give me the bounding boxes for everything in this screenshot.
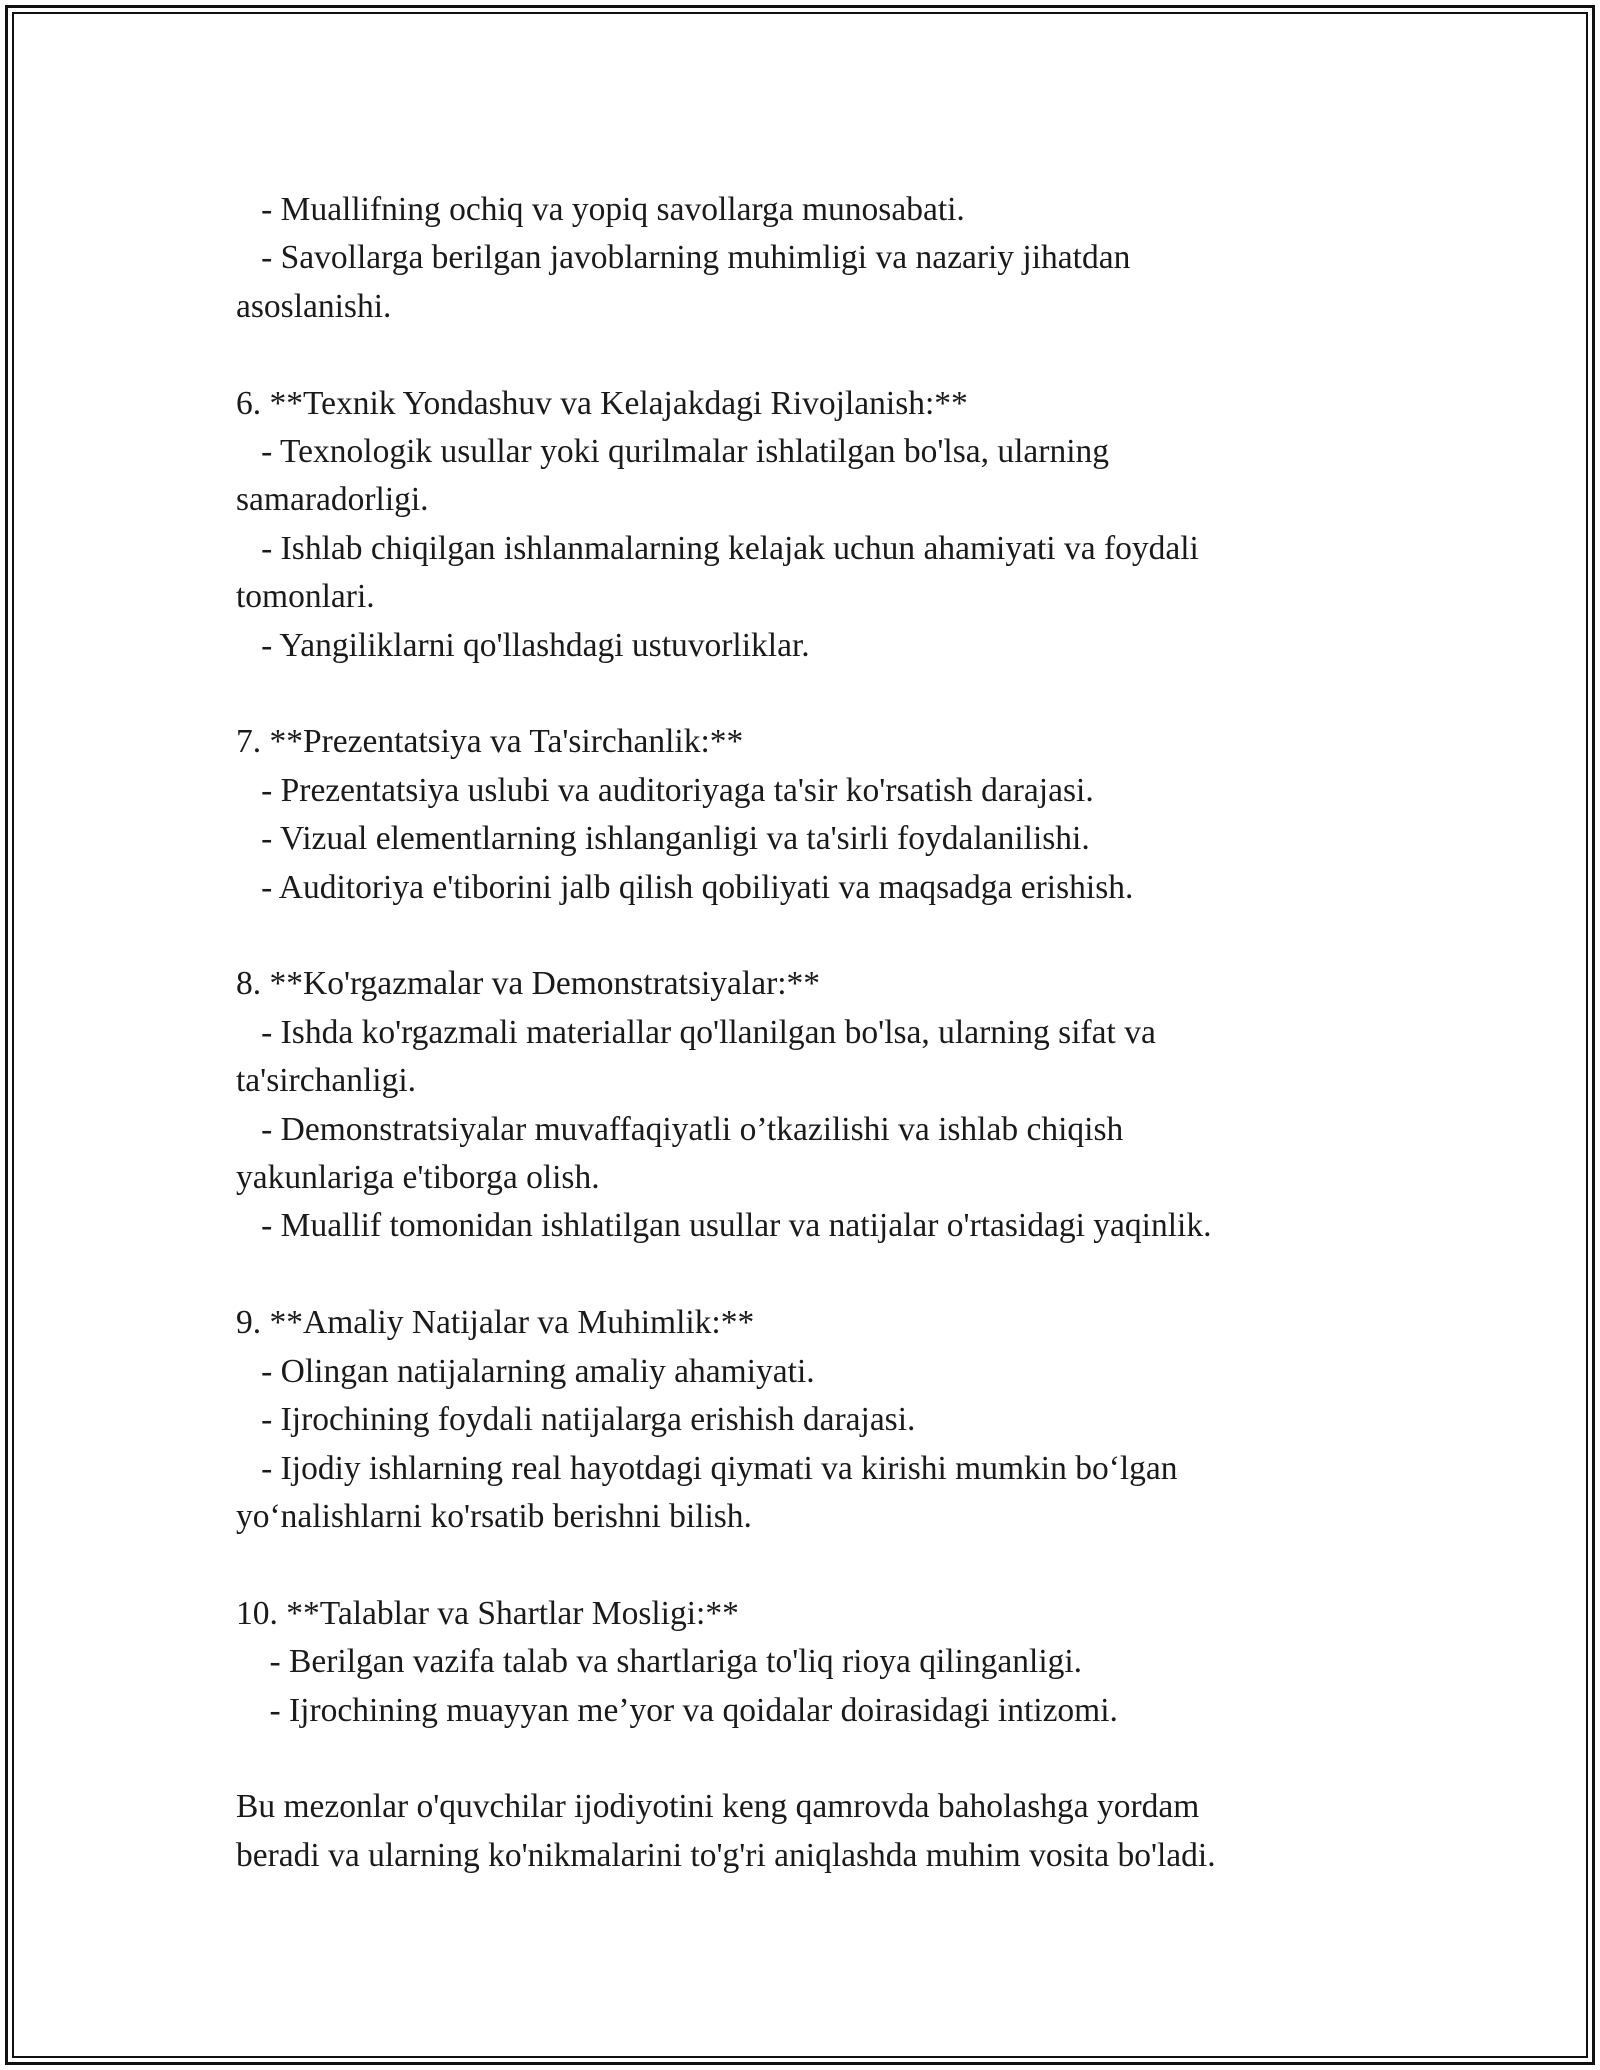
text-line: - Texnologik usullar yoki qurilmalar ishlatilgan bo'lsa, ularning: [236, 433, 1109, 471]
text-line: yo‘nalishlarni ko'rsatib berishni bilish.: [236, 1497, 752, 1535]
text-line: samaradorligi.: [236, 481, 429, 519]
blank-line: [236, 1735, 1376, 1783]
text-line: 7. **Prezentatsiya va Ta'sirchanlik:**: [236, 723, 744, 761]
text-line: - Muallifning ochiq va yopiq savollarga munosabati.: [236, 191, 965, 228]
blank-line: [236, 1541, 1376, 1589]
document-body: [236, 186, 1376, 1880]
text-line: beradi va ularning ko'nikmalarini to'g'ri aniqlashda muhim vosita bo'ladi.: [236, 1836, 1216, 1874]
text-line: 10. **Talablar va Shartlar Mosligi:**: [236, 1594, 739, 1632]
blank-line: [236, 912, 1376, 960]
text-line: 6. **Texnik Yondashuv va Kelajakdagi Rivojlanish:**: [236, 384, 968, 422]
text-line: yakunlariga e'tiborga olish.: [236, 1159, 600, 1197]
text-line: - Demonstratsiyalar muvaffaqiyatli o’tkazilishi va ishlab chiqish: [236, 1110, 1124, 1148]
text-line: - Ijodiy ishlarning real hayotdagi qiymati va kirishi mumkin bo‘lgan: [236, 1449, 1178, 1487]
blank-line: [236, 670, 1376, 718]
text-line: 9. **Amaliy Natijalar va Muhimlik:**: [236, 1304, 755, 1342]
text-line: - Auditoriya e'tiborini jalb qilish qobiliyati va maqsadga erishish.: [236, 868, 1134, 906]
text-line: tomonlari.: [236, 578, 375, 616]
text-line: - Savollarga berilgan javoblarning muhimligi va nazariy jihatdan: [236, 239, 1131, 277]
text-line: - Ishlab chiqilgan ishlanmalarning kelajak uchun ahamiyati va foydali: [236, 529, 1199, 567]
text-line: - Muallif tomonidan ishlatilgan usullar va natijalar o'rtasidagi yaqinlik.: [236, 1207, 1212, 1245]
text-line: Bu mezonlar o'quvchilar ijodiyotini keng qamrovda baholashga yordam: [236, 1788, 1200, 1826]
blank-line: [236, 331, 1376, 379]
text-line: - Olingan natijalarning amaliy ahamiyati.: [236, 1352, 815, 1390]
text-line: - Yangiliklarni qo'llashdagi ustuvorliklar.: [236, 626, 810, 664]
text-line: - Berilgan vazifa talab va shartlariga to'liq rioya qilinganligi.: [236, 1643, 1083, 1681]
text-line: - Ijrochining muayyan me’yor va qoidalar doirasidagi intizomi.: [236, 1691, 1118, 1729]
text-line: - Vizual elementlarning ishlanganligi va ta'sirli foydalanilishi.: [236, 820, 1090, 858]
text-line: - Ishda ko'rgazmali materiallar qo'llanilgan bo'lsa, ularning sifat va: [236, 1013, 1156, 1051]
text-line: asoslanishi.: [236, 287, 392, 325]
text-line: - Ijrochining foydali natijalarga erishish darajasi.: [236, 1401, 916, 1439]
text-line: ta'sirchanligi.: [236, 1062, 416, 1100]
text-line: 8. **Ko'rgazmalar va Demonstratsiyalar:**: [236, 965, 821, 1003]
blank-line: [236, 1251, 1376, 1299]
text-line: - Prezentatsiya uslubi va auditoriyaga ta'sir ko'rsatish darajasi.: [236, 771, 1094, 809]
